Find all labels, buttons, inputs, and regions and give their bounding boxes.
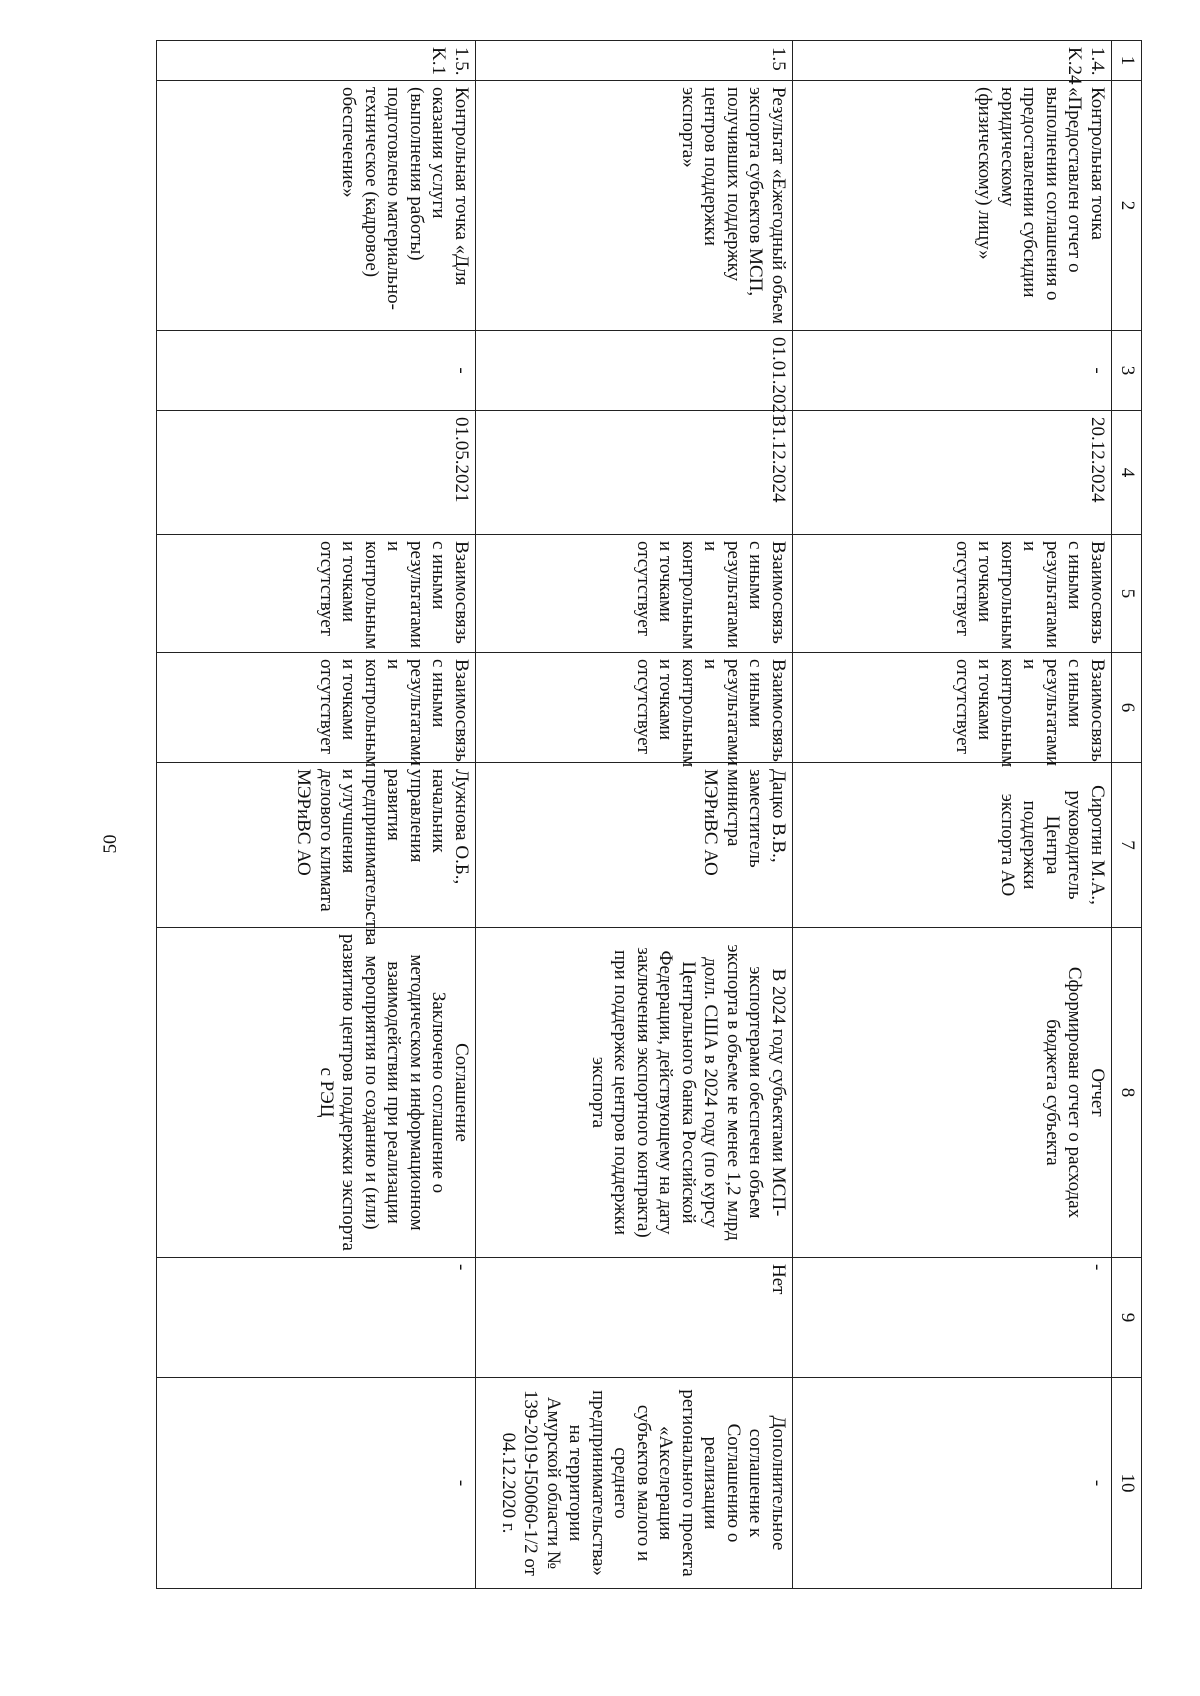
control-points-table bbox=[156, 40, 1142, 1589]
header-cell-9: 9 bbox=[1112, 1258, 1142, 1378]
header-cell-10: 10 bbox=[1112, 1378, 1142, 1589]
responsible-person: Лужнова О.Б., начальник управления развития предпринимательства и улучшения делового климата МЭРиВС АО bbox=[157, 763, 476, 928]
table-row bbox=[157, 41, 476, 1589]
header-cell-1: 1 bbox=[1112, 41, 1142, 81]
agreement-ref: - bbox=[157, 1378, 476, 1589]
risk-level: - bbox=[793, 1258, 1112, 1378]
table-row bbox=[476, 41, 793, 1589]
result-doc-text: Заключено соглашение о методическом и информационном взаимодействии при реализации мероприятия по созданию и (или) развитию центров поддержки экспорта с РЭЦ bbox=[316, 934, 450, 1251]
row-number: 1.5. K.1 bbox=[157, 41, 476, 81]
result-description bbox=[476, 928, 793, 1258]
header-row bbox=[1112, 41, 1142, 1589]
risk-level: Нет bbox=[476, 1258, 793, 1378]
header-cell-6: 6 bbox=[1112, 653, 1142, 763]
header-cell-5: 5 bbox=[1112, 535, 1142, 653]
responsible-person: Сиротин М.А., руководитель Центра поддержки экспорта АО bbox=[793, 763, 1112, 928]
predecessor-link: Взаимосвязь с иными результатами и контрольным и точками отсутствует bbox=[793, 535, 1112, 653]
predecessor-link: Взаимосвязь с иными результатами и контрольным и точками отсутствует bbox=[157, 535, 476, 653]
result-doc-text: Сформирован отчет о расходах бюджета субъекта bbox=[1042, 966, 1086, 1219]
header-cell-3: 3 bbox=[1112, 331, 1142, 411]
responsible-person: Дацко В.В., заместитель министра МЭРиВС АО bbox=[476, 763, 793, 928]
end-date: 01.05.2021 bbox=[157, 411, 476, 535]
header-cell-8: 8 bbox=[1112, 928, 1142, 1258]
end-date: 20.12.2024 bbox=[793, 411, 1112, 535]
item-name: Результат «Ежегодный объем экспорта субъектов МСП, получивших поддержку центров поддержки экспорта» bbox=[476, 81, 793, 331]
agreement-text: Дополнительное соглашение к Соглашению о реализации регионального проекта «Акселерация субъектов малого и среднего предпринимательства» на территории Амурской области № 139-2019-I50060-1/2 от 04.12.2020 г. bbox=[498, 1389, 789, 1577]
row-number: 1.5 bbox=[476, 41, 793, 81]
start-date: - bbox=[157, 331, 476, 411]
result-description bbox=[793, 928, 1112, 1258]
rotated-table-container bbox=[176, 40, 1142, 1588]
start-date: - bbox=[793, 331, 1112, 411]
successor-link: Взаимосвязь с иными результатами и контрольным и точками отсутствует bbox=[476, 653, 793, 763]
agreement-ref: - bbox=[793, 1378, 1112, 1589]
predecessor-link: Взаимосвязь с иными результатами и контрольным и точками отсутствует bbox=[476, 535, 793, 653]
header-cell-2: 2 bbox=[1112, 81, 1142, 331]
start-date: 01.01.2021 bbox=[476, 331, 793, 411]
end-date: 31.12.2024 bbox=[476, 411, 793, 535]
header-cell-7: 7 bbox=[1112, 763, 1142, 928]
successor-link: Взаимосвязь с иными результатами и контрольным и точками отсутствует bbox=[793, 653, 1112, 763]
result-description bbox=[157, 928, 476, 1258]
row-number: 1.4. K.24 bbox=[793, 41, 1112, 81]
page-number: 50 bbox=[100, 834, 121, 854]
risk-level: - bbox=[157, 1258, 476, 1378]
item-name: Контрольная точка «Предоставлен отчет о выполнении соглашения о предоставлении субсидии юридическому (физическому) лицу» bbox=[793, 81, 1112, 331]
table-row bbox=[793, 41, 1112, 1589]
result-doc-type: Отчет bbox=[1087, 1068, 1108, 1117]
result-doc-type: Соглашение bbox=[451, 1043, 472, 1142]
result-doc-text: В 2024 году субъектами МСП-экспортерами обеспечен объем экспорта в объеме не менее 1,2 млрд долл. США в 2024 году (по курсу Центрального банка Российской Федерации, действующему на дату заключения экспортного контракта) при поддержке центров поддержки экспорта bbox=[588, 944, 789, 1241]
item-name: Контрольная точка «Для оказания услуги (выполнения работы) подготовлено материально-техническое (кадровое) обеспечение» bbox=[157, 81, 476, 331]
successor-link: Взаимосвязь с иными результатами и контрольным и точками отсутствует bbox=[157, 653, 476, 763]
agreement-ref bbox=[476, 1378, 793, 1589]
header-cell-4: 4 bbox=[1112, 411, 1142, 535]
